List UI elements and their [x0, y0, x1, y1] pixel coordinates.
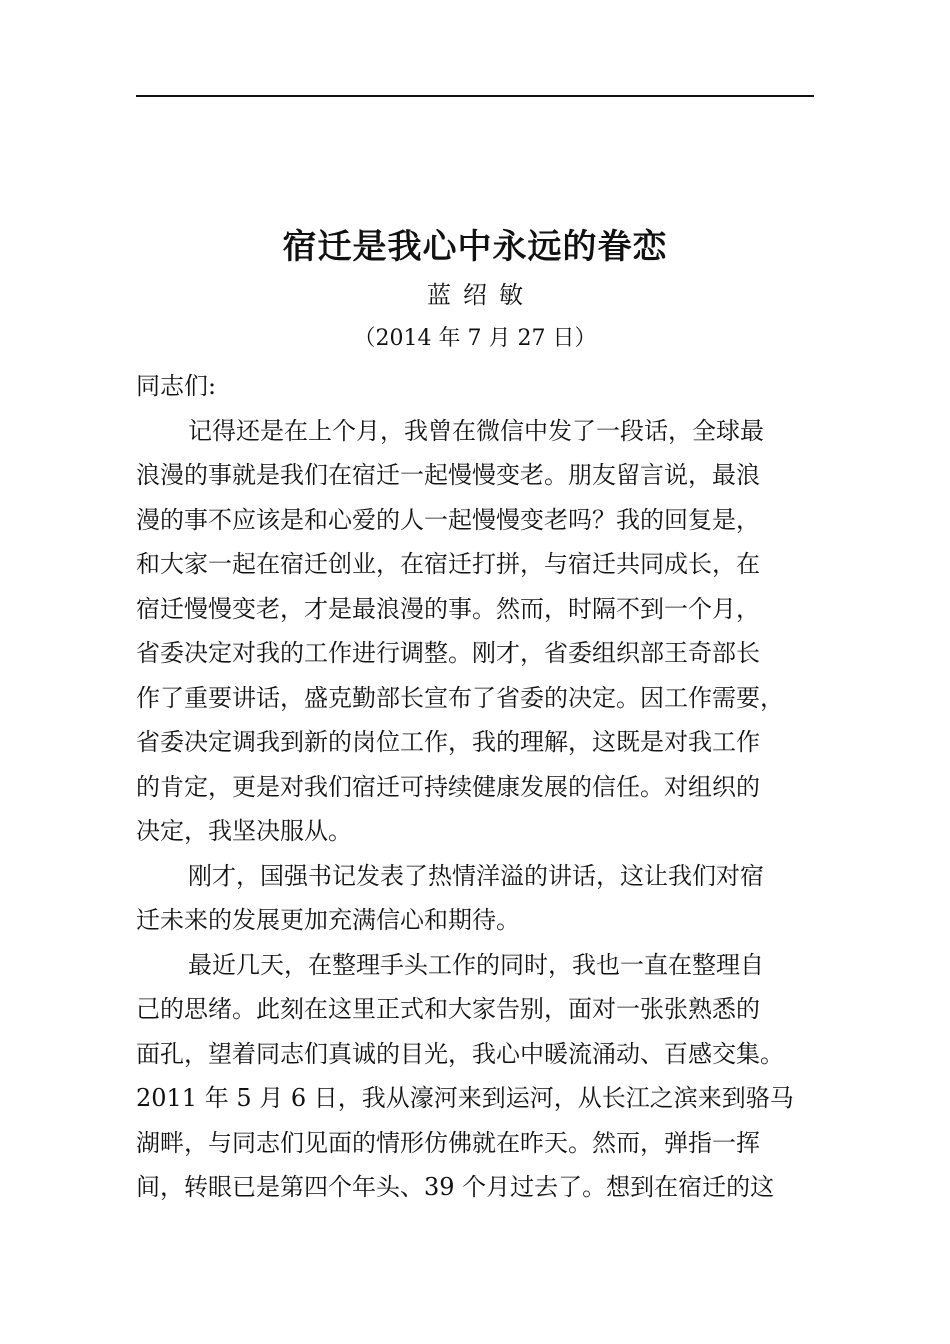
document-date: （2014 年 7 月 27 日） [353, 326, 597, 351]
paragraph-first-line: 最近几天，在整理手头工作的同时，我也一直在整理自 [188, 950, 764, 979]
document-author: 蓝绍敏 [427, 281, 535, 309]
paragraph-line: 湖畔，与同志们见面的情形仿佛就在昨天。然而，弹指一挥 [136, 1128, 760, 1157]
document-body [136, 364, 816, 1210]
paragraph-line: 的肯定，更是对我们宿迁可持续健康发展的信任。对组织的 [136, 772, 760, 801]
body-lines [136, 409, 816, 1210]
paragraph-line: 省委决定对我的工作进行调整。刚才，省委组织部王奇部长 [136, 639, 760, 667]
paragraph-line: 决定，我坚决服从。 [136, 817, 352, 845]
paragraph-line: 己的思绪。此刻在这里正式和大家告别，面对一张张熟悉的 [136, 995, 760, 1023]
paragraph-line: 浪漫的事就是我们在宿迁一起慢慢变老。朋友留言说，最浪 [136, 461, 760, 489]
document-title: 宿迁是我心中永远的眷恋 [282, 227, 668, 267]
paragraph-line: 和大家一起在宿迁创业，在宿迁打拼，与宿迁共同成长，在 [136, 550, 760, 578]
salutation: 同志们: [136, 372, 217, 400]
paragraph-first-line: 记得还是在上个月，我曾在微信中发了一段话，全球最 [188, 416, 764, 445]
paragraph-line: 2011 年 5 月 6 日，我从濠河来到运河，从长江之滨来到骆马 [136, 1084, 794, 1112]
paragraph-line: 迁未来的发展更加充满信心和期待。 [136, 906, 520, 934]
paragraph-line: 宿迁慢慢变老，才是最浪漫的事。然而，时隔不到一个月， [136, 594, 760, 623]
header-rule [136, 95, 814, 97]
paragraph-first-line: 刚才，国强书记发表了热情洋溢的讲话，这让我们对宿 [188, 861, 764, 890]
paragraph-line: 面孔，望着同志们真诚的目光，我心中暖流涌动、百感交集。 [136, 1039, 784, 1068]
paragraph-line: 间，转眼已是第四个年头、39 个月过去了。想到在宿迁的这 [136, 1173, 775, 1201]
paragraph-line: 漫的事不应该是和心爱的人一起慢慢变老吗？我的回复是， [136, 505, 760, 534]
paragraph-line: 省委决定调我到新的岗位工作，我的理解，这既是对我工作 [136, 728, 760, 756]
paragraph-line: 作了重要讲话，盛克勤部长宣布了省委的决定。因工作需要， [136, 683, 784, 712]
